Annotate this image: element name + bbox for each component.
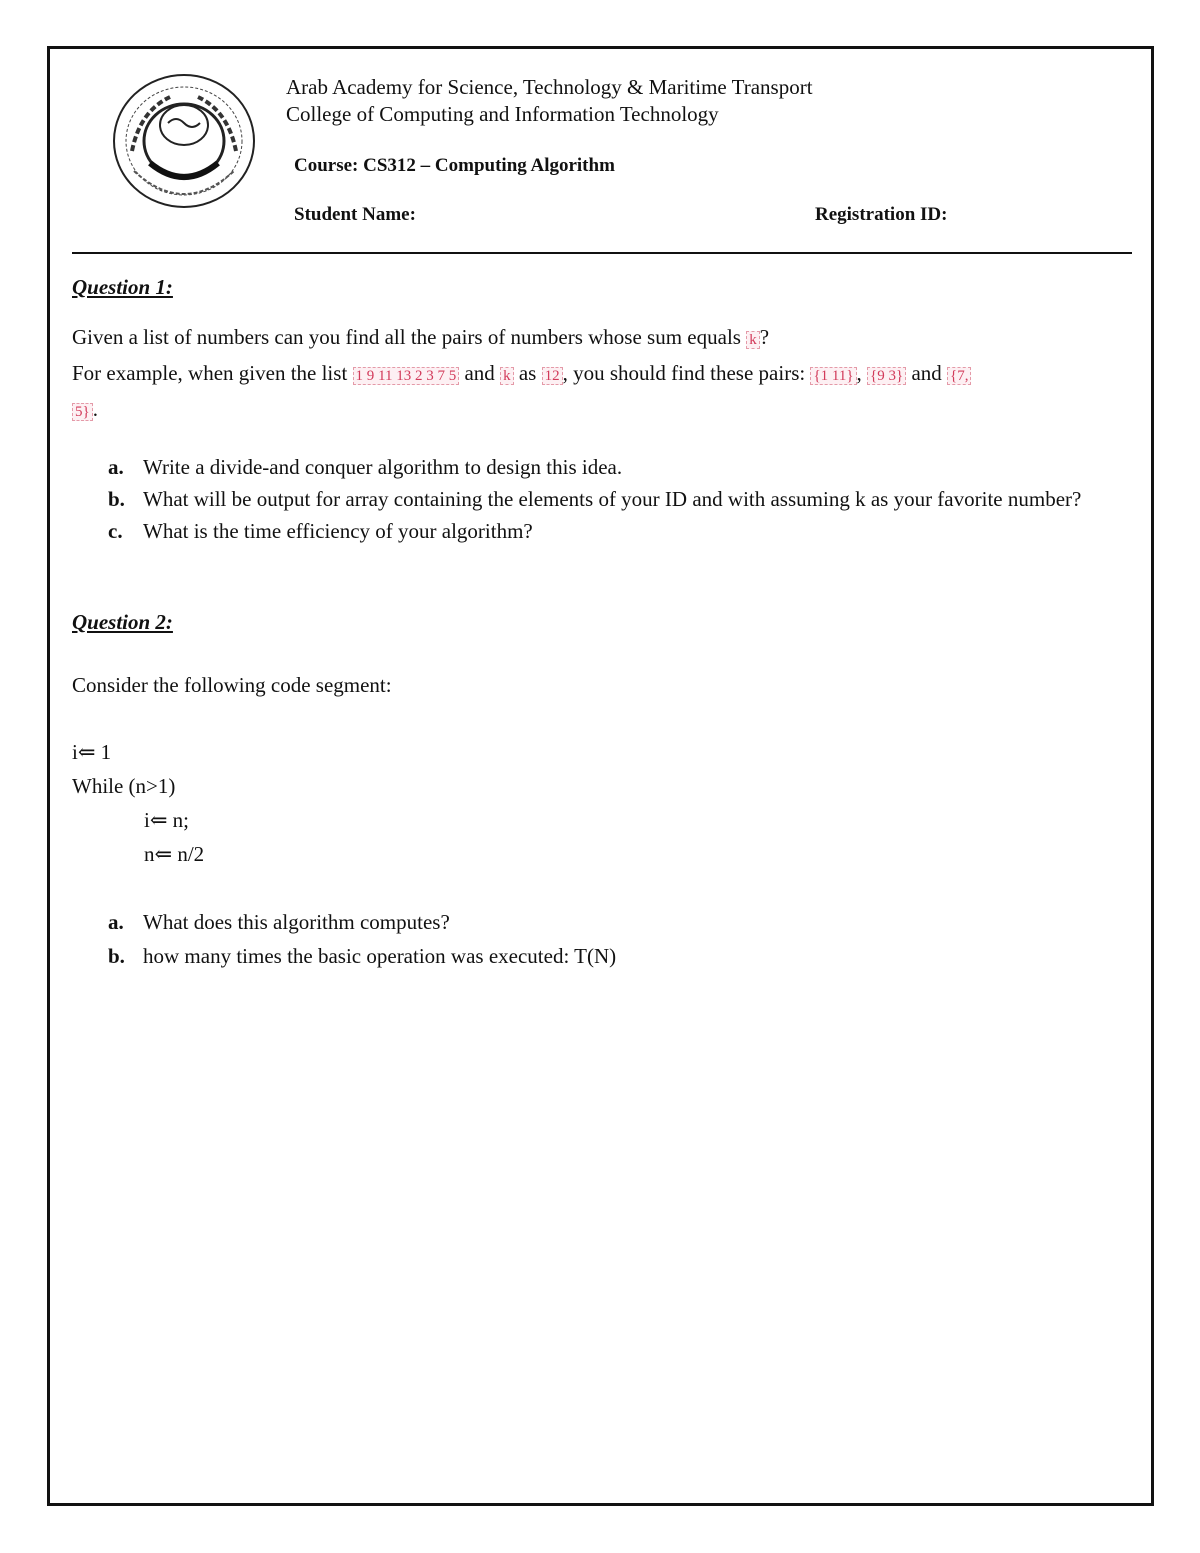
course-title: Course: CS312 – Computing Algorithm bbox=[294, 155, 615, 176]
list-text: What will be output for array containing the elements of your ID and with assuming k as your favorite number? bbox=[143, 487, 1082, 511]
exam-page bbox=[47, 46, 1154, 1506]
highlight-pair-1: {1 11} bbox=[810, 367, 856, 385]
list-marker: a. bbox=[108, 455, 124, 479]
list-text: What does this algorithm computes? bbox=[143, 910, 450, 934]
question-1-body bbox=[72, 321, 1132, 429]
list-marker: c. bbox=[108, 519, 123, 543]
highlight-pair-2: {9 3} bbox=[867, 367, 906, 385]
list-marker: b. bbox=[108, 487, 125, 511]
list-text: how many times the basic operation was executed: T(N) bbox=[143, 944, 617, 968]
list-item bbox=[108, 939, 1118, 973]
q1-end: . bbox=[92, 397, 98, 421]
highlight-12: 12 bbox=[542, 367, 563, 385]
q1-comma: , bbox=[856, 361, 868, 385]
code-line: n⇐ n/2 bbox=[144, 842, 205, 866]
q1-as-text: as bbox=[513, 361, 542, 385]
q1-line1-end: ? bbox=[759, 325, 770, 349]
list-item bbox=[108, 515, 1118, 547]
question-1-list bbox=[108, 451, 1118, 547]
college-name: College of Computing and Information Technology bbox=[286, 102, 719, 126]
list-marker: a. bbox=[108, 910, 124, 934]
academy-seal-icon bbox=[110, 71, 258, 211]
header-divider bbox=[72, 252, 1132, 254]
code-line: While (n>1) bbox=[72, 774, 176, 798]
list-marker: b. bbox=[108, 944, 125, 968]
question-2-intro: Consider the following code segment: bbox=[72, 673, 392, 697]
highlight-pair-3a: {7, bbox=[947, 367, 971, 385]
code-line: i⇐ n; bbox=[144, 808, 190, 832]
q1-and-text-2: and bbox=[906, 361, 948, 385]
list-item bbox=[108, 451, 1118, 483]
question-2-list bbox=[108, 905, 1118, 973]
student-name-label: Student Name: bbox=[294, 204, 416, 225]
list-text: Write a divide-and conquer algorithm to design this idea. bbox=[143, 455, 623, 479]
list-text: What is the time efficiency of your algorithm? bbox=[143, 519, 533, 543]
highlight-k: k bbox=[746, 331, 760, 349]
code-line: i⇐ 1 bbox=[72, 740, 112, 764]
list-item bbox=[108, 483, 1118, 515]
highlight-pair-3b: 5} bbox=[72, 403, 93, 421]
highlight-k-2: k bbox=[500, 367, 514, 385]
highlight-list: 1 9 11 13 2 3 7 5 bbox=[353, 367, 460, 385]
q1-line2-text: For example, when given the list bbox=[72, 361, 353, 385]
question-2-title: Question 2: bbox=[72, 610, 173, 634]
registration-id-label: Registration ID: bbox=[815, 204, 948, 225]
institution-name: Arab Academy for Science, Technology & Maritime Transport bbox=[286, 75, 813, 99]
q1-and-text: and bbox=[459, 361, 501, 385]
q1-line1-text: Given a list of numbers can you find all the pairs of numbers whose sum equals bbox=[72, 325, 747, 349]
code-segment bbox=[72, 735, 204, 871]
list-item bbox=[108, 905, 1118, 939]
question-1-title: Question 1: bbox=[72, 275, 173, 299]
q1-find-text: , you should find these pairs: bbox=[562, 361, 811, 385]
